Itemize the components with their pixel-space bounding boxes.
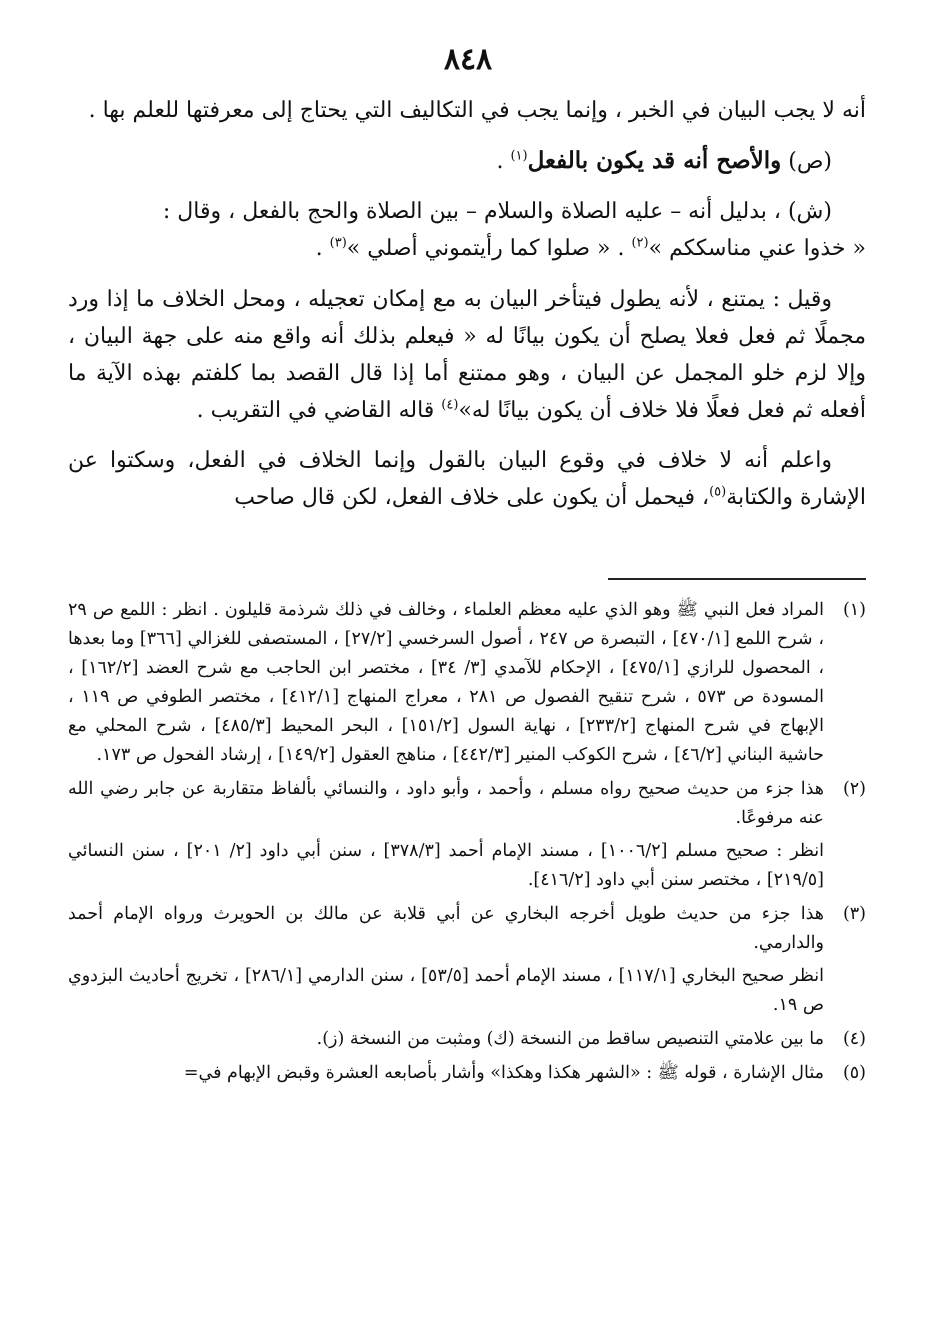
footnote-number: (٢) [842,779,866,799]
main-text [68,92,866,529]
footnote-number: (١) [842,600,866,620]
page-number: ٨٤٨ [443,42,493,77]
footnote-text: مثال الإشارة ، قوله ﷺ : «الشهر هكذا وهكذا» وأشار بأصابعه العشرة وقبض الإبهام في= [183,1063,824,1083]
footnote-number: (٣) [842,904,866,924]
footnote-number: (٤) [842,1029,866,1049]
main-paragraph-4: وقيل : يمتنع ، لأنه يطول فيتأخر البيان به مع إمكان تعجيله ، ومحل الخلاف ما إذا ورد مجملًا ثم فعل فعلا يصلح أن يكون بيانًا له « فيعلم بذلك أنه واقع منه على جهة البيان ، وإلا لزم خلو المجمل عن البيان ، وهو ممتنع أما إذا قال القصد بما كلفتم بهذه الآية ما أفعله ثم فعل فعلًا فلا خلاف أن يكون بيانًا له»$^{(٤)}$ قاله القاضي في التقريب . [68,287,866,423]
footnote-5 [68,1059,866,1088]
footnote-separator [608,578,866,580]
footnote-3 [68,900,866,1020]
footnote-text: انظر صحيح البخاري [١١٧/١] ، مسند الإمام أحمد [٥٣/٥] ، سنن الدارمي [٢٨٦/١] ، تخريج أحاديث البزدوي ص ١٩. [68,966,825,1015]
footnote-text: انظر : صحيح مسلم [١٠٠٦/٢] ، مسند الإمام أحمد [٣٧٨/٣] ، سنن أبي داود [٢/ ٢٠١] ، سنن النسائي [٢١٩/٥] ، مختصر سنن أبي داود [٤١٦/٢]. [68,841,824,890]
main-paragraph-3: (ش) ، بدليل أنه – عليه الصلاة والسلام – بين الصلاة والحج بالفعل ، وقال : « خذوا عني مناسككم »$^{(٢)}$ . « صلوا كما رأيتموني أصلي »$^{(٣)}$ . [162,199,866,261]
footnote-text: المراد فعل النبي ﷺ وهو الذي عليه معظم العلماء ، وخالف في ذلك شرذمة قليلون . انظر : اللمع ص ٢٩ ، شرح اللمع [٤٧٠/١] ، التبصرة ص ٢٤٧ ، أصول السرخسي [٢٧/٢] ، المستصفى للغزالي [٣٦٦] وما بعدها ، المحصول للرازي [٤٧٥/١] ، الإحكام للآمدي [٣/ ٣٤] ، مختصر ابن الحاجب مع شرح العضد [١٦٢/٢] ، المسودة ص ٥٧٣ ، شرح تنقيح الفصول ص ٢٨١ ، معراج المنهاج [٤١٢/١] ، مختصر الطوفي ص ١١٩ ، الإبهاج في شرح المنهاج [٢٣٣/٢] ، نهاية السول [١٥١/٢] ، البحر المحيط [٤٨٥/٣] ، شرح المحلي مع حاشية البناني [٤٦/٢] ، شرح الكوكب المنير [٤٤٢/٣] ، مناهج العقول [١٤٩/٢] ، إرشاد الفحول ص ١٧٣. [68,600,824,765]
footnote-ref-3: (٣) [329,235,347,251]
hadith-quote-2: . « صلوا كما رأيتموني أصلي » [346,236,632,261]
footnote-ref-2: (٢) [631,235,649,251]
matn-statement: والأصح أنه قد يكون بالفعل [527,147,782,174]
main-paragraph-5: واعلم أنه لا خلاف في وقوع البيان بالقول وإنما الخلاف في الفعل، وسكتوا عن الإشارة والكتابة$^{(٥)}$، فيحمل أن يكون على خلاف الفعل، لكن قال صاحب [68,448,866,510]
footnote-text: هذا جزء من حديث صحيح رواه مسلم ، وأحمد ، وأبو داود ، والنسائي بألفاظ متقاربة عن جابر رضي الله عنه مرفوعًا. [68,779,824,828]
footnote-ref-5: (٥) [709,484,727,500]
hadith-quote-1: « خذوا عني مناسككم » [648,236,866,261]
footnote-ref-1: (١) [510,148,528,164]
footnote-4 [68,1025,866,1054]
footnote-ref-4: (٤) [441,397,459,413]
footnote-text: ما بين علامتي التنصيص ساقط من النسخة (ك) ومثبت من النسخة (ز). [316,1029,824,1049]
footnote-1 [68,596,866,770]
main-paragraph-2: (ص) والأصح أنه قد يكون بالفعل$^{(١)}$ . [496,147,832,174]
main-paragraph-1: أنه لا يجب البيان في الخبر ، وإنما يجب في التكاليف التي يحتاج إلى معرفتها للعلم بها . [88,98,866,123]
footnote-text: هذا جزء من حديث طويل أخرجه البخاري عن أبي قلابة عن مالك بن الحويرث ورواه الإمام أحمد والدارمي. [68,904,824,953]
footnotes [68,596,866,1093]
footnote-number: (٥) [842,1063,866,1083]
footnote-2 [68,775,866,895]
